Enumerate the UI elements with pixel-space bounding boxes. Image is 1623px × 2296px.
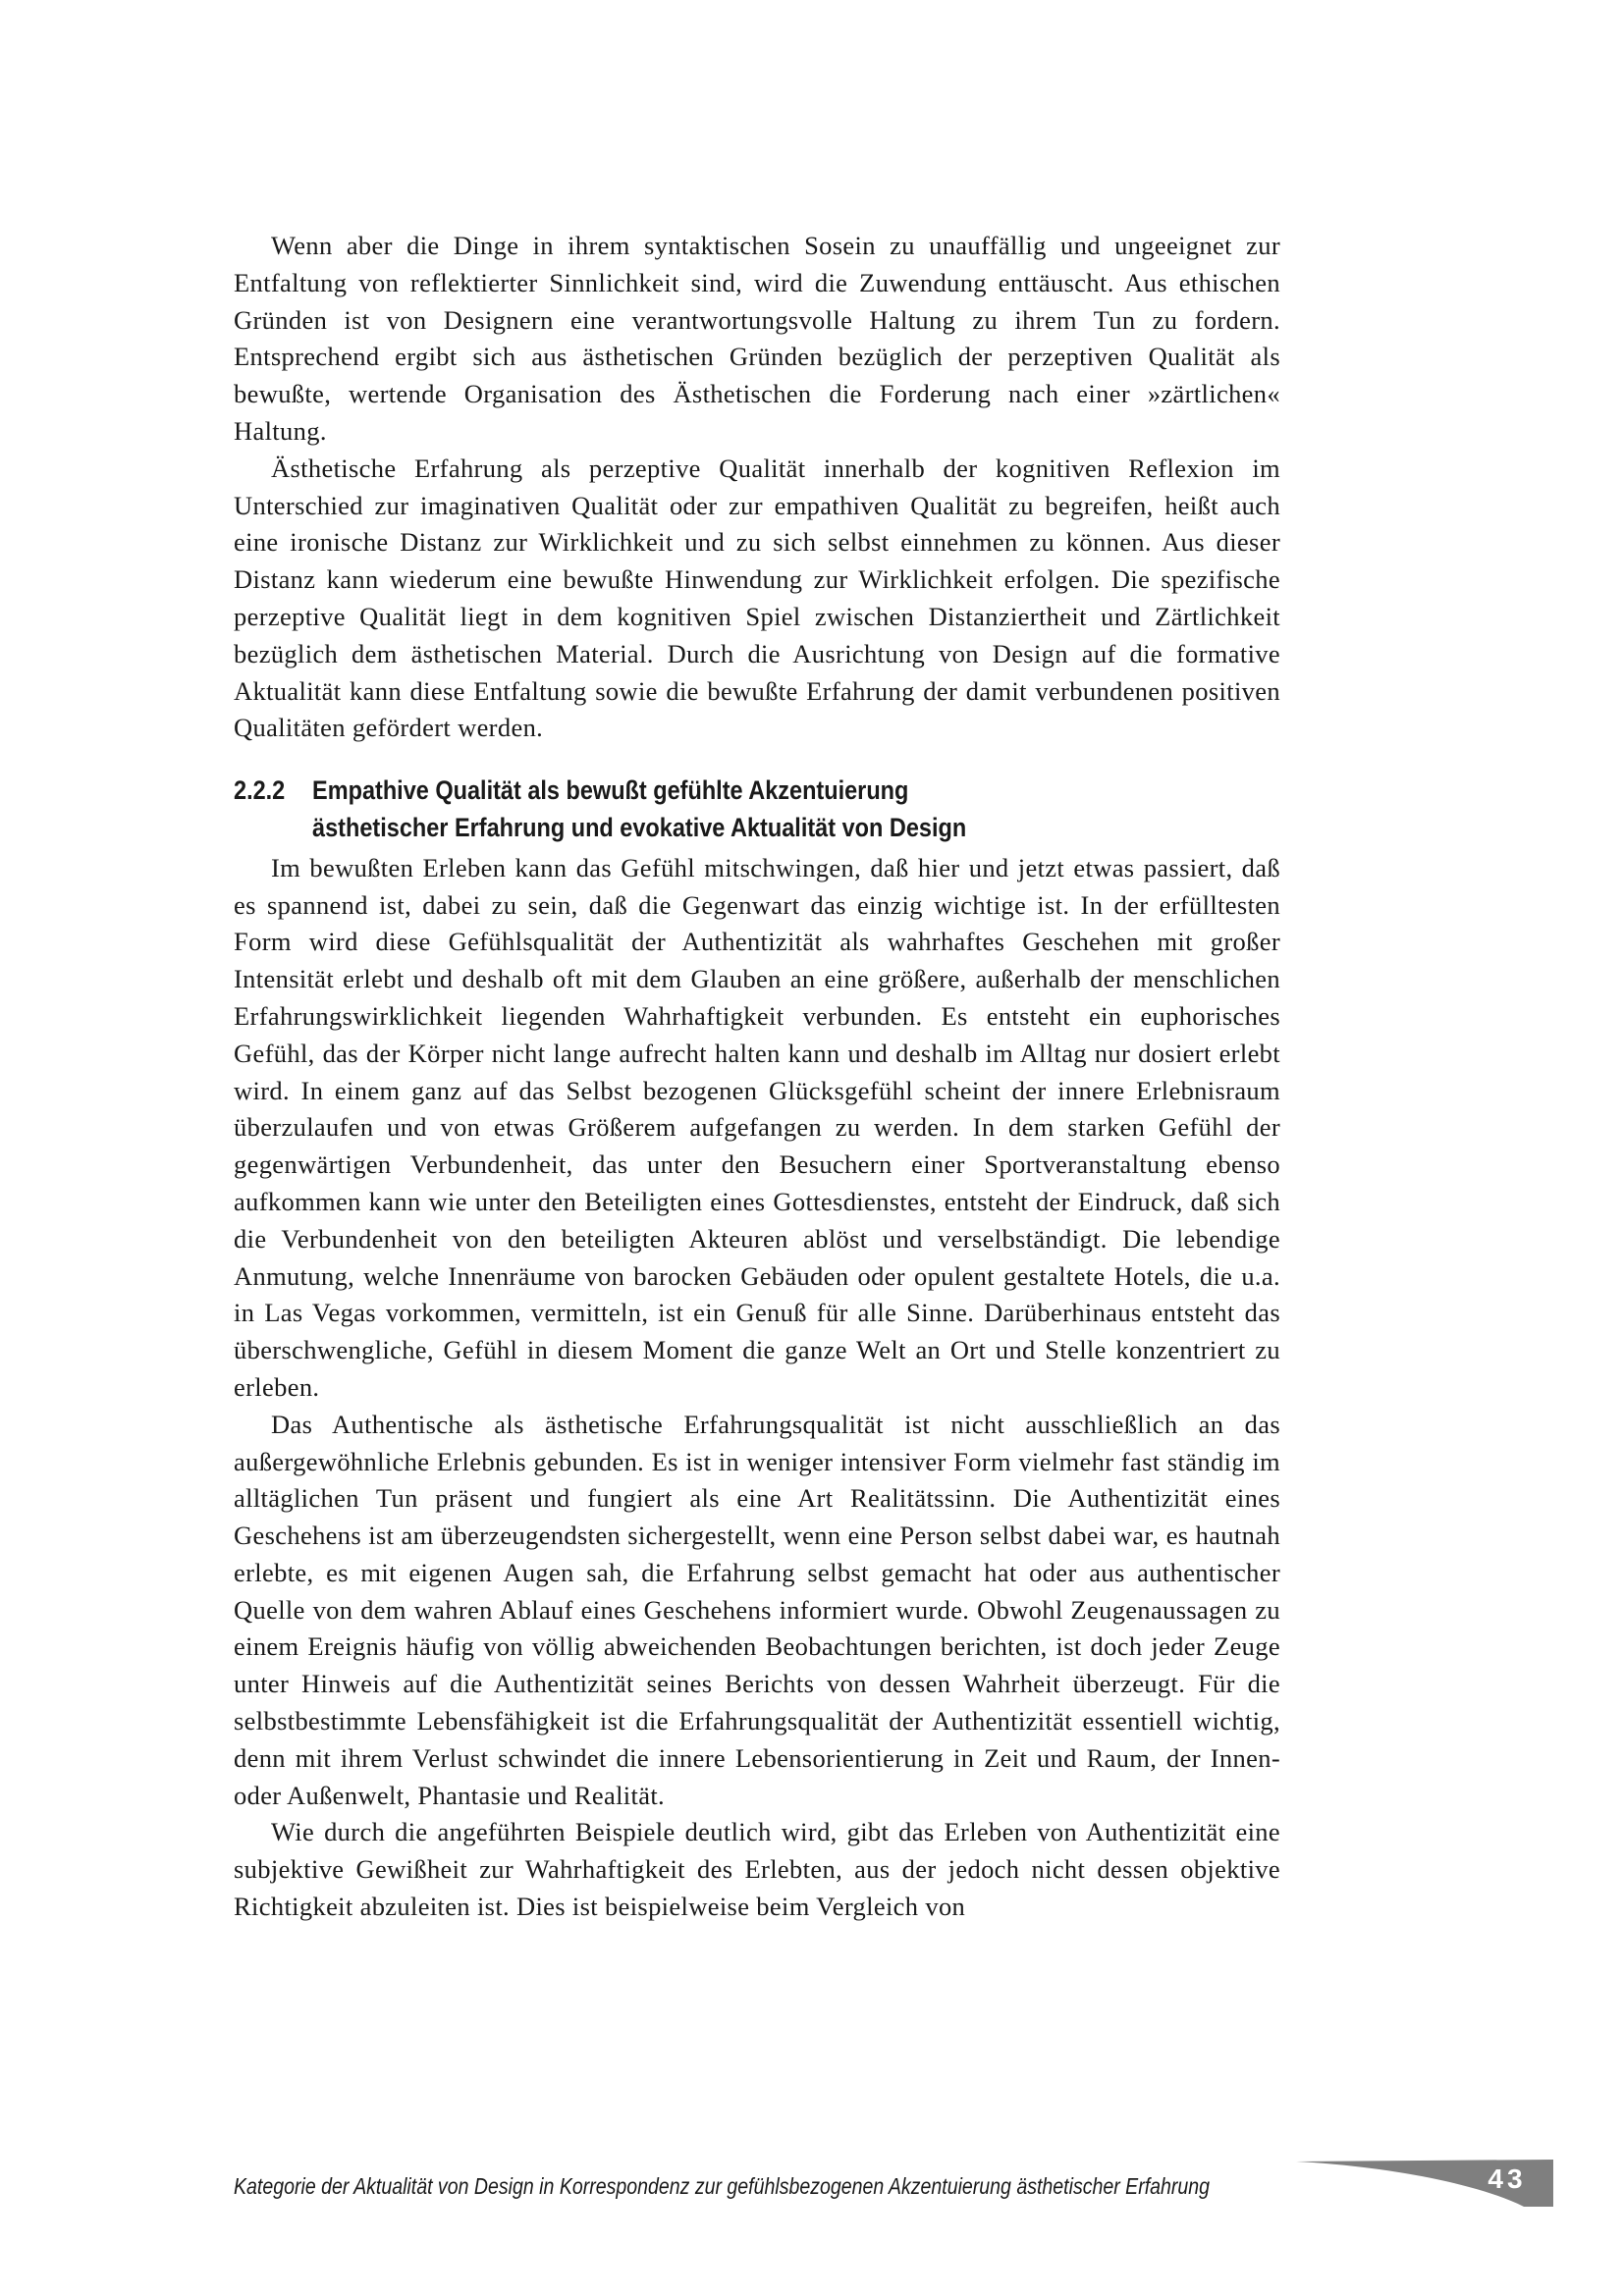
body-text [234, 228, 1280, 1926]
section-number: 2.2.2 [234, 775, 286, 806]
section-title-line-2: ästhetischer Erfahrung und evokative Aktualität von Design [312, 812, 967, 842]
paragraph: Das Authentische als ästhetische Erfahrungsqualität ist nicht ausschließlich an das außergewöhnliche Erlebnis gebunden. Es ist in weniger intensiver Form vielmehr fast ständig im alltäglichen Tun präsent und fungiert als eine Art Realitätssinn. Die Authentizität eines Geschehens ist am überzeugendsten sichergestellt, wenn eine Person selbst dabei war, es hautnah erlebte, es mit eigenen Augen sah, die Erfahrung selbst gemacht hat oder aus authentischer Quelle von dem wahren Ablauf eines Geschehens informiert wurde. Obwohl Zeugenaussagen zu einem Ereignis häufig von völlig abweichenden Beobachtungen berichten, ist doch jeder Zeuge unter Hinweis auf die Authentizität seines Berichts von dessen Wahrheit überzeugt. Für die selbstbestimmte Lebensfähigkeit ist die Erfahrungsqualität der Authentizität essentiell wichtig, denn mit ihrem Verlust schwindet die innere Lebensorientierung in Zeit und Raum, der Innen- oder Außenwelt, Phantasie und Realität. [234, 1409, 1280, 1810]
section-title-line-1: Empathive Qualität als bewußt gefühlte Akzentuierung [312, 775, 909, 806]
paragraph: Ästhetische Erfahrung als perzeptive Qualität innerhalb der kognitiven Reflexion im Unterschied zur imaginativen Qualität oder zur empathiven Qualität zu begreifen, heißt auch eine ironische Distanz zur Wirklichkeit und zu sich selbst einnehmen zu können. Aus dieser Distanz kann wiederum eine bewußte Hinwendung zur Wirklichkeit erfolgen. Die spezifische perzeptive Qualität liegt in dem kognitiven Spiel zwischen Distanziertheit und Zärtlichkeit bezüglich dem ästhetischen Material. Durch die Ausrichtung von Design auf die formative Aktualität kann diese Entfaltung sowie die bewußte Erfahrung der damit verbundenen positiven Qualitäten gefördert werden. [234, 453, 1280, 743]
running-footer: Kategorie der Aktualität von Design in Korrespondenz zur gefühlsbezogenen Akzentuierung ästhetischer Erfahrung [234, 2173, 1211, 2199]
page-number: 43 [1488, 2163, 1527, 2194]
paragraph: Im bewußten Erleben kann das Gefühl mitschwingen, daß hier und jetzt etwas passiert, daß es spannend ist, dabei zu sein, daß die Gegenwart das einzig wichtige ist. In der erfülltesten Form wird diese Gefühlsqualität der Authentizität als wahrhaftes Geschehen mit großer Intensität erlebt und deshalb oft mit dem Glauben an eine größere, außerhalb der menschlichen Erfahrungswirklichkeit liegenden Wahrhaftigkeit verbunden. Es entsteht ein euphorisches Gefühl, das der Körper nicht lange aufrecht halten kann und deshalb im Alltag nur dosiert erlebt wird. In einem ganz auf das Selbst bezogenen Glücksgefühl scheint der innere Erlebnisraum überzulaufen und von etwas Größerem aufgefangen zu werden. In dem starken Gefühl der gegenwärtigen Verbundenheit, das unter den Besuchern einer Sportveranstaltung ebenso aufkommen kann wie unter den Beteiligten eines Gottesdienstes, entsteht der Eindruck, daß sich die Verbundenheit von den beteiligten Akteuren ablöst und verselbständigt. Die lebendige Anmutung, welche Innenräume von barocken Gebäuden oder opulent gestaltete Hotels, die u.a. in Las Vegas vorkommen, vermitteln, ist ein Genuß für alle Sinne. Darüberhinaus entsteht das überschwengliche, Gefühl in diesem Moment die ganze Welt an Ort und Stelle konzentriert zu erleben. [234, 852, 1280, 1402]
paragraph: Wie durch die angeführten Beispiele deutlich wird, gibt das Erleben von Authentizität eine subjektive Gewißheit zur Wahrhaftigkeit des Erlebten, aus der jedoch nicht dessen objektive Richtigkeit abzuleiten ist. Dies ist beispielweise beim Vergleich von [234, 1817, 1280, 1922]
section-heading [234, 773, 1280, 847]
paragraph: Wenn aber die Dinge in ihrem syntaktischen Sosein zu unauffällig und ungeeignet zur Entfaltung von reflektierter Sinnlichkeit sind, wird die Zuwendung enttäuscht. Aus ethischen Gründen ist von Designern eine verantwortungsvolle Haltung zu ihrem Tun zu fordern. Entsprechend ergibt sich aus ästhetischen Gründen bezüglich der perzeptiven Qualität als bewußte, wertende Organisation des Ästhetischen die Forderung nach einer »zärtlichen« Haltung. [234, 231, 1280, 446]
